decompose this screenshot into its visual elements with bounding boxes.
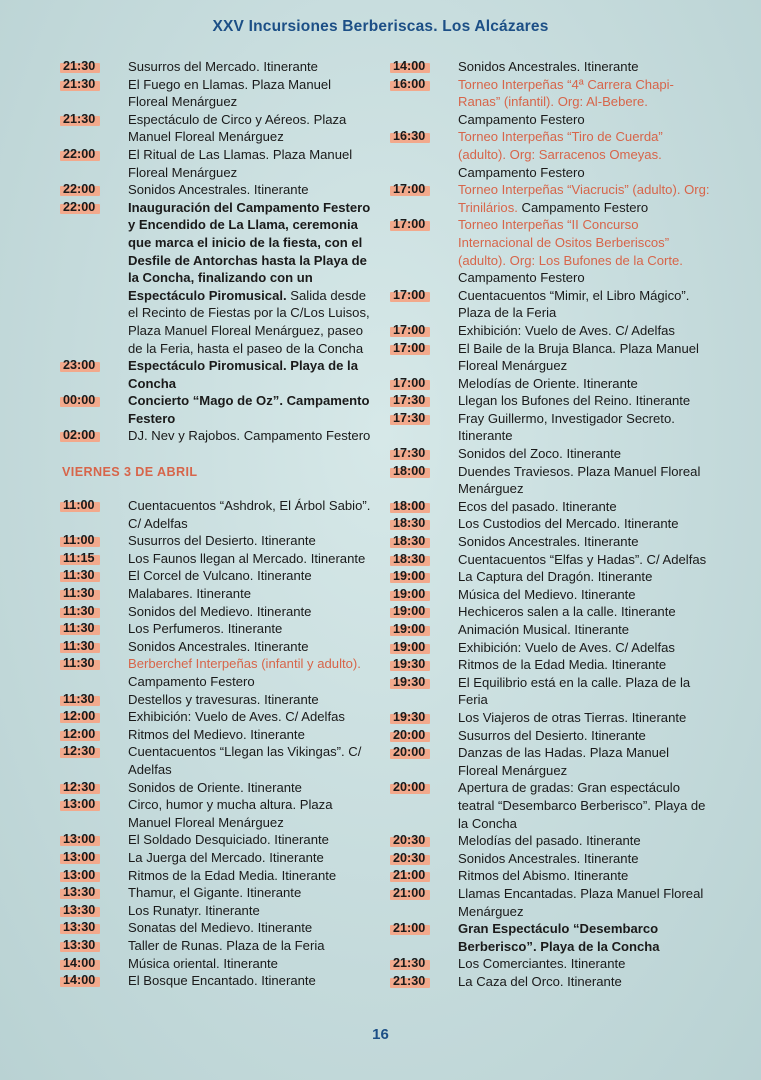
event-text: La Caza del Orco. Itinerante bbox=[458, 973, 622, 989]
event-text: Melodías de Oriente. Itinerante bbox=[458, 375, 638, 391]
event-text: Apertura de gradas: Gran espectáculo teatral “Desembarco Berberisco”. Playa de la Concha bbox=[458, 780, 706, 831]
event-organizer-text: Torneo Interpeñas “4ª Carrera Chapi-Ranas” (infantil). Org: Al-Bebere. bbox=[458, 76, 674, 110]
event-description bbox=[128, 392, 374, 427]
event-time: 20:00 bbox=[392, 727, 433, 745]
event-time: 18:30 bbox=[392, 551, 433, 569]
event-text: Destellos y travesuras. Itinerante bbox=[128, 691, 319, 707]
event-time: 18:30 bbox=[392, 533, 433, 551]
event-text: Espectáculo de Circo y Aéreos. Plaza Manuel Floreal Menárguez bbox=[128, 111, 347, 145]
event-text: Melodías del pasado. Itinerante bbox=[458, 833, 641, 849]
event-description bbox=[458, 779, 712, 832]
event-text: Los Custodios del Mercado. Itinerante bbox=[458, 516, 679, 532]
event-time: 21:30 bbox=[62, 58, 103, 76]
schedule-entry bbox=[62, 937, 374, 955]
schedule-entry bbox=[62, 111, 374, 146]
event-description bbox=[458, 639, 712, 657]
event-time: 19:30 bbox=[392, 709, 433, 727]
event-description bbox=[458, 603, 712, 621]
event-text: Llegan los Bufones del Reino. Itinerante bbox=[458, 393, 691, 409]
schedule-entry bbox=[62, 655, 374, 690]
event-description bbox=[458, 551, 712, 569]
event-text: El Ritual de Las Llamas. Plaza Manuel Floreal Menárguez bbox=[128, 146, 353, 180]
event-time: 20:30 bbox=[392, 832, 433, 850]
day-heading: VIERNES 3 DE ABRIL bbox=[62, 465, 198, 480]
event-description bbox=[458, 832, 712, 850]
event-description bbox=[458, 463, 712, 498]
event-time: 19:00 bbox=[392, 621, 433, 639]
event-description bbox=[128, 111, 374, 146]
event-time: 20:00 bbox=[392, 779, 433, 797]
event-description bbox=[128, 743, 374, 778]
event-text: Los Faunos llegan al Mercado. Itinerante bbox=[128, 550, 366, 566]
event-time: 18:30 bbox=[392, 515, 433, 533]
event-text: Exhibición: Vuelo de Aves. C/ Adelfas bbox=[128, 709, 345, 725]
schedule-entry bbox=[392, 832, 712, 850]
event-description bbox=[128, 779, 374, 797]
schedule-entry bbox=[62, 392, 374, 427]
event-highlight-text: Concierto “Mago de Oz”. Campamento Festero bbox=[128, 393, 370, 426]
event-description bbox=[128, 972, 374, 990]
event-description bbox=[458, 885, 712, 920]
event-description bbox=[128, 655, 374, 690]
schedule-entry bbox=[62, 919, 374, 937]
event-text: El Equilibrio está en la calle. Plaza de la Feria bbox=[458, 674, 691, 708]
event-description bbox=[128, 146, 374, 181]
schedule-entry bbox=[62, 726, 374, 744]
event-time: 19:00 bbox=[392, 603, 433, 621]
schedule-entry bbox=[392, 551, 712, 569]
event-text: Hechiceros salen a la calle. Itinerante bbox=[458, 604, 676, 620]
event-organizer-text: Torneo Interpeñas “Tiro de Cuerda” (adulto). Org: Sarracenos Omeyas. bbox=[458, 129, 663, 162]
event-time: 21:00 bbox=[392, 885, 433, 903]
event-time: 22:00 bbox=[62, 181, 103, 199]
event-description bbox=[128, 937, 374, 955]
event-description bbox=[128, 831, 374, 849]
event-time: 19:00 bbox=[392, 586, 433, 604]
schedule-entry bbox=[62, 550, 374, 568]
event-description bbox=[128, 567, 374, 585]
event-text: La Juerga del Mercado. Itinerante bbox=[128, 849, 324, 865]
schedule-entry bbox=[62, 58, 374, 76]
event-description bbox=[458, 533, 712, 551]
event-description bbox=[458, 973, 712, 991]
event-description bbox=[458, 867, 712, 885]
schedule-entry bbox=[62, 620, 374, 638]
schedule-entry bbox=[62, 146, 374, 181]
event-time: 21:30 bbox=[392, 973, 433, 991]
schedule-entry bbox=[392, 656, 712, 674]
event-text: Animación Musical. Itinerante bbox=[458, 622, 630, 637]
event-description bbox=[128, 796, 374, 831]
event-description bbox=[128, 849, 374, 867]
event-text: Susurros del Desierto. Itinerante bbox=[128, 533, 316, 549]
event-time: 17:00 bbox=[392, 322, 433, 340]
event-text: Sonidos Ancestrales. Itinerante bbox=[458, 850, 639, 866]
event-text: Cuentacuentos “Elfas y Hadas”. C/ Adelfas bbox=[458, 551, 707, 567]
event-time: 11:30 bbox=[62, 620, 103, 638]
event-text: Ecos del pasado. Itinerante bbox=[458, 498, 617, 514]
page-header: XXV Incursiones Berberiscas. Los Alcázares bbox=[212, 18, 549, 35]
schedule-entry bbox=[392, 322, 712, 340]
event-text: Los Comerciantes. Itinerante bbox=[458, 956, 626, 972]
event-organizer-text: Torneo Interpeñas “Viacrucis” (adulto). Org: Trinilários. bbox=[458, 182, 710, 215]
event-time: 11:30 bbox=[62, 603, 103, 621]
schedule-entry bbox=[62, 532, 374, 550]
event-description bbox=[458, 216, 712, 286]
event-time: 17:30 bbox=[392, 392, 433, 410]
schedule-list-right bbox=[392, 58, 712, 990]
event-time: 13:00 bbox=[62, 796, 103, 814]
schedule-entry bbox=[392, 128, 712, 181]
event-text: Ritmos del Abismo. Itinerante bbox=[458, 868, 629, 884]
schedule-entry bbox=[392, 727, 712, 745]
event-description bbox=[458, 674, 712, 709]
event-time: 19:00 bbox=[392, 639, 433, 657]
event-time: 20:00 bbox=[392, 744, 433, 762]
event-highlight-text: Inauguración del Campamento Festero y Encendido de La Llama, ceremonia que marca el inicio de la fiesta, con el Desfile de Antorchas hasta la Playa de la Concha, finalizando con un Espectáculo Piromusical. bbox=[128, 199, 371, 303]
schedule-entry bbox=[62, 779, 374, 797]
event-description bbox=[458, 340, 712, 375]
schedule-entry bbox=[392, 568, 712, 586]
event-description bbox=[458, 656, 712, 674]
schedule-entry bbox=[62, 76, 374, 111]
event-text: Cuentacuentos “Mimir, el Libro Mágico”. Plaza de la Feria bbox=[458, 287, 690, 321]
event-description bbox=[458, 445, 712, 463]
event-description bbox=[458, 58, 712, 76]
schedule-entry bbox=[392, 76, 712, 129]
event-text: Sonidos de Oriente. Itinerante bbox=[128, 779, 302, 795]
event-time: 21:00 bbox=[392, 920, 433, 938]
schedule-list-after bbox=[62, 497, 374, 990]
event-highlight-text: Gran Espectáculo “Desembarco Berberisco”. Playa de la Concha bbox=[458, 921, 660, 954]
schedule-entry bbox=[392, 885, 712, 920]
event-text: Campamento Festero bbox=[128, 674, 255, 689]
right-column bbox=[392, 58, 712, 990]
event-description bbox=[458, 709, 712, 727]
schedule-entry bbox=[62, 972, 374, 990]
event-description bbox=[128, 497, 374, 532]
event-description bbox=[458, 498, 712, 516]
schedule-entry bbox=[392, 850, 712, 868]
event-time: 14:00 bbox=[62, 972, 103, 990]
event-time: 13:30 bbox=[62, 902, 103, 920]
schedule-entry bbox=[62, 831, 374, 849]
event-text: Salida desde el Recinto de Fiestas por la C/Los Luisos, Plaza Manuel Floreal Menárguez, paseo de la Feria, hasta el paseo de la Concha bbox=[128, 287, 370, 356]
event-text: Los Viajeros de otras Tierras. Itinerante bbox=[458, 709, 687, 725]
event-time: 12:00 bbox=[62, 726, 103, 744]
schedule-entry bbox=[62, 691, 374, 709]
event-time: 17:00 bbox=[392, 216, 433, 234]
event-description bbox=[128, 884, 374, 902]
schedule-entry bbox=[392, 603, 712, 621]
event-organizer-text: Torneo Interpeñas “II Concurso Internacional de Ositos Berberiscos” (adulto). Org: Los Bufones de la Corte. bbox=[458, 217, 683, 268]
event-text: Cuentacuentos “Ashdrok, El Árbol Sabio”. C/ Adelfas bbox=[128, 498, 371, 531]
schedule-entry bbox=[392, 58, 712, 76]
event-time: 11:30 bbox=[62, 638, 103, 656]
event-text: Exhibición: Vuelo de Aves. C/ Adelfas bbox=[458, 322, 675, 338]
event-time: 11:30 bbox=[62, 567, 103, 585]
event-description bbox=[458, 621, 712, 639]
schedule-entry bbox=[392, 287, 712, 322]
event-time: 13:30 bbox=[62, 884, 103, 902]
event-description bbox=[128, 181, 374, 199]
event-time: 17:30 bbox=[392, 445, 433, 463]
event-description bbox=[458, 392, 712, 410]
event-description bbox=[128, 58, 374, 76]
event-description bbox=[128, 708, 374, 726]
event-description bbox=[128, 726, 374, 744]
event-time: 23:00 bbox=[62, 357, 103, 375]
schedule-entry bbox=[392, 340, 712, 375]
schedule-entry bbox=[392, 621, 712, 639]
schedule-entry bbox=[392, 744, 712, 779]
event-text: Campamento Festero bbox=[458, 270, 585, 286]
event-time: 14:00 bbox=[392, 58, 433, 76]
page-number: 16 bbox=[372, 1026, 389, 1043]
schedule-entry bbox=[392, 498, 712, 516]
event-time: 00:00 bbox=[62, 392, 103, 410]
event-text: El Fuego en Llamas. Plaza Manuel Floreal Menárguez bbox=[128, 76, 332, 110]
event-text: Duendes Traviesos. Plaza Manuel Floreal Menárguez bbox=[458, 463, 701, 497]
schedule-entry bbox=[62, 567, 374, 585]
event-description bbox=[458, 181, 712, 216]
event-text: El Corcel de Vulcano. Itinerante bbox=[128, 568, 312, 584]
event-time: 02:00 bbox=[62, 427, 103, 445]
event-description bbox=[128, 532, 374, 550]
event-description bbox=[458, 375, 712, 393]
schedule-entry bbox=[62, 199, 374, 357]
schedule-entry bbox=[392, 181, 712, 216]
event-description bbox=[458, 920, 712, 955]
event-text: Danzas de las Hadas. Plaza Manuel Floreal Menárguez bbox=[458, 745, 670, 778]
event-time: 22:00 bbox=[62, 146, 103, 164]
event-description bbox=[128, 638, 374, 656]
schedule-entry bbox=[392, 674, 712, 709]
left-column bbox=[62, 58, 374, 990]
event-text: Exhibición: Vuelo de Aves. C/ Adelfas bbox=[458, 639, 675, 655]
event-text: Música oriental. Itinerante bbox=[128, 955, 278, 971]
schedule-entry bbox=[392, 445, 712, 463]
event-text: Campamento Festero bbox=[517, 199, 649, 215]
event-time: 17:00 bbox=[392, 340, 433, 358]
event-organizer-text: Berberchef Interpeñas (infantil y adulto). bbox=[128, 656, 361, 672]
event-text: Sonidos Ancestrales. Itinerante bbox=[128, 638, 309, 654]
event-time: 11:30 bbox=[62, 691, 103, 709]
schedule-entry bbox=[392, 709, 712, 727]
schedule-entry bbox=[62, 497, 374, 532]
event-time: 11:30 bbox=[62, 585, 103, 603]
event-time: 22:00 bbox=[62, 199, 103, 217]
event-time: 21:30 bbox=[62, 111, 103, 129]
event-text: DJ. Nev y Rajobos. Campamento Festero bbox=[128, 428, 371, 444]
event-text: Música del Medievo. Itinerante bbox=[458, 586, 636, 602]
event-time: 17:30 bbox=[392, 410, 433, 428]
schedule-entry bbox=[392, 392, 712, 410]
event-description bbox=[128, 955, 374, 973]
event-time: 21:30 bbox=[62, 76, 103, 94]
event-text: Sonatas del Medievo. Itinerante bbox=[128, 920, 313, 936]
event-description bbox=[128, 867, 374, 885]
event-description bbox=[128, 199, 374, 357]
event-description bbox=[128, 550, 374, 568]
event-text: Taller de Runas. Plaza de la Feria bbox=[128, 937, 325, 953]
event-text: Los Perfumeros. Itinerante bbox=[128, 621, 283, 637]
event-text: Ritmos de la Edad Media. Itinerante bbox=[128, 867, 337, 883]
schedule-entry bbox=[62, 603, 374, 621]
event-text: Sonidos Ancestrales. Itinerante bbox=[458, 534, 639, 550]
event-text: Sonidos del Medievo. Itinerante bbox=[128, 603, 312, 619]
event-text: Ritmos de la Edad Media. Itinerante bbox=[458, 657, 667, 673]
event-time: 12:30 bbox=[62, 779, 103, 797]
event-time: 20:30 bbox=[392, 850, 433, 868]
event-time: 13:30 bbox=[62, 919, 103, 937]
schedule-entry bbox=[62, 638, 374, 656]
event-text: Malabares. Itinerante bbox=[128, 586, 252, 602]
event-time: 13:00 bbox=[62, 849, 103, 867]
event-text: Thamur, el Gigante. Itinerante bbox=[128, 885, 302, 901]
event-text: Circo, humor y mucha altura. Plaza Manuel Floreal Menárguez bbox=[128, 797, 333, 830]
event-time: 19:30 bbox=[392, 674, 433, 692]
schedule-list-before bbox=[62, 58, 374, 445]
event-text: Ritmos del Medievo. Itinerante bbox=[128, 726, 305, 742]
schedule-entry bbox=[62, 585, 374, 603]
schedule-entry bbox=[392, 586, 712, 604]
event-time: 17:00 bbox=[392, 287, 433, 305]
event-text: Susurros del Desierto. Itinerante bbox=[458, 727, 646, 743]
schedule-entry bbox=[392, 973, 712, 991]
event-description bbox=[458, 287, 712, 322]
event-time: 12:00 bbox=[62, 708, 103, 726]
event-text: Sonidos Ancestrales. Itinerante bbox=[458, 59, 639, 74]
schedule-entry bbox=[62, 867, 374, 885]
schedule-entry bbox=[392, 779, 712, 832]
event-description bbox=[458, 955, 712, 973]
event-description bbox=[458, 586, 712, 604]
event-description bbox=[128, 902, 374, 920]
event-text: El Soldado Desquiciado. Itinerante bbox=[128, 832, 329, 848]
event-time: 21:30 bbox=[392, 955, 433, 973]
event-time: 18:00 bbox=[392, 463, 433, 481]
event-description bbox=[128, 427, 374, 445]
event-time: 17:00 bbox=[392, 375, 433, 393]
event-description bbox=[458, 410, 712, 445]
event-description bbox=[128, 76, 374, 111]
event-time: 13:00 bbox=[62, 867, 103, 885]
event-description bbox=[458, 322, 712, 340]
event-text: El Bosque Encantado. Itinerante bbox=[128, 973, 316, 989]
schedule-entry bbox=[62, 357, 374, 392]
schedule-entry bbox=[62, 884, 374, 902]
schedule-entry bbox=[62, 743, 374, 778]
event-time: 14:00 bbox=[62, 955, 103, 973]
event-time: 21:00 bbox=[392, 867, 433, 885]
event-description bbox=[128, 585, 374, 603]
schedule-entry bbox=[392, 920, 712, 955]
event-time: 16:30 bbox=[392, 128, 433, 146]
schedule-entry bbox=[392, 375, 712, 393]
event-time: 19:00 bbox=[392, 568, 433, 586]
event-time: 13:30 bbox=[62, 937, 103, 955]
event-text: Susurros del Mercado. Itinerante bbox=[128, 59, 318, 74]
event-description bbox=[458, 128, 712, 181]
event-description bbox=[128, 620, 374, 638]
schedule-entry bbox=[62, 181, 374, 199]
event-time: 11:00 bbox=[62, 497, 103, 515]
event-text: El Baile de la Bruja Blanca. Plaza Manuel Floreal Menárguez bbox=[458, 340, 699, 374]
schedule-entry bbox=[392, 410, 712, 445]
schedule-entry bbox=[62, 955, 374, 973]
schedule-entry bbox=[62, 849, 374, 867]
event-description bbox=[458, 515, 712, 533]
event-text: Sonidos Ancestrales. Itinerante bbox=[128, 182, 309, 198]
schedule-entry bbox=[62, 427, 374, 445]
event-highlight-text: Espectáculo Piromusical. Playa de la Concha bbox=[128, 358, 358, 391]
event-time: 19:30 bbox=[392, 656, 433, 674]
event-text: Los Runatyr. Itinerante bbox=[128, 902, 260, 918]
schedule-entry bbox=[392, 639, 712, 657]
event-description bbox=[128, 603, 374, 621]
schedule-entry bbox=[392, 515, 712, 533]
event-text: Campamento Festero bbox=[458, 111, 585, 127]
event-time: 16:00 bbox=[392, 76, 433, 94]
schedule-entry bbox=[392, 955, 712, 973]
event-time: 11:00 bbox=[62, 532, 103, 550]
schedule-entry bbox=[62, 902, 374, 920]
event-description bbox=[458, 568, 712, 586]
event-description bbox=[458, 727, 712, 745]
event-time: 12:30 bbox=[62, 743, 103, 761]
event-description bbox=[128, 691, 374, 709]
event-time: 11:15 bbox=[62, 550, 103, 568]
event-text: Llamas Encantadas. Plaza Manuel Floreal Menárguez bbox=[458, 885, 704, 919]
event-text: Campamento Festero bbox=[458, 164, 585, 180]
event-time: 17:00 bbox=[392, 181, 433, 199]
schedule-entry bbox=[392, 216, 712, 286]
event-description bbox=[458, 76, 712, 129]
event-description bbox=[458, 850, 712, 868]
event-text: Cuentacuentos “Llegan las Vikingas”. C/ Adelfas bbox=[128, 744, 362, 777]
schedule-entry bbox=[62, 796, 374, 831]
schedule-entry bbox=[392, 533, 712, 551]
schedule-entry bbox=[392, 463, 712, 498]
schedule-entry bbox=[62, 708, 374, 726]
event-text: La Captura del Dragón. Itinerante bbox=[458, 569, 653, 585]
event-description bbox=[458, 744, 712, 779]
event-text: Sonidos del Zoco. Itinerante bbox=[458, 446, 622, 462]
event-time: 11:30 bbox=[62, 655, 103, 673]
event-time: 18:00 bbox=[392, 498, 433, 516]
event-time: 13:00 bbox=[62, 831, 103, 849]
event-description bbox=[128, 919, 374, 937]
event-text: Fray Guillermo, Investigador Secreto. Itinerante bbox=[458, 410, 675, 444]
event-description bbox=[128, 357, 374, 392]
schedule-entry bbox=[392, 867, 712, 885]
